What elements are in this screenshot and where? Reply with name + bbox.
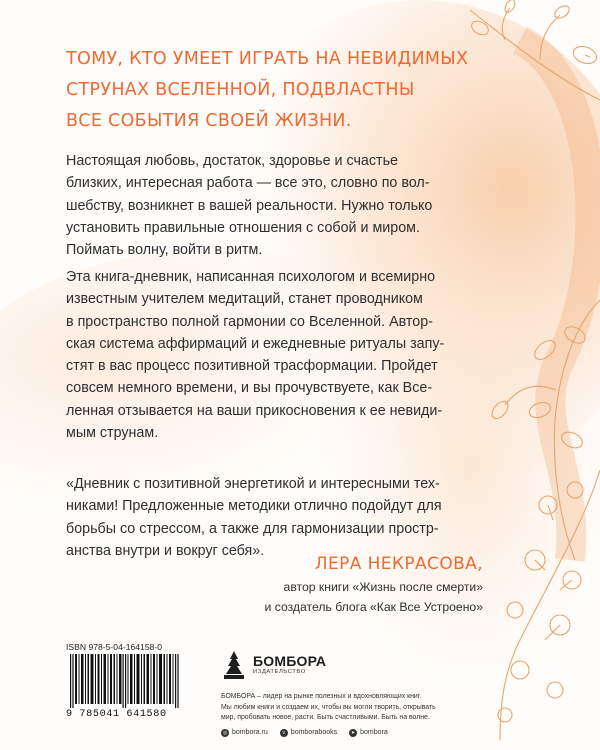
publisher-name: БОМБОРА (253, 653, 327, 670)
publisher-block (221, 648, 541, 737)
publisher-subtitle: ИЗДАТЕЛЬСТВО (253, 669, 306, 676)
barcode-image (66, 654, 184, 708)
quote-line: анства внутри и вокруг себя». (66, 542, 265, 559)
review-quote (66, 473, 458, 562)
publisher-socials (221, 729, 541, 737)
author-credential-line: и создатель блога «Как Все Устроено» (264, 600, 483, 614)
publisher-description-line: БОМБОРА – лидер на рынке полезных и вдохновляющих книг. (221, 693, 422, 700)
paragraph-line: известным учителем медитаций, станет проводником (66, 291, 423, 308)
social-link-vk[interactable] (280, 729, 337, 737)
paragraph-line: шебству, возникнет в вашей реальности. Нужно только (66, 197, 433, 214)
paragraph-line: ленная отзывается на ваши прикосновения к ее невиди- (66, 402, 443, 419)
isbn-label: ISBN 978-5-04-164158-0 (66, 642, 163, 652)
quote-line: никами! Предложенные методики отлично подойдут для (66, 498, 442, 515)
quote-line: борьбы со стрессом, а также для гармонизации простр- (66, 520, 439, 537)
publisher-description (221, 692, 541, 724)
paragraph-line: Настоящая любовь, достаток, здоровье и счастье (66, 153, 398, 169)
bombora-logo-icon (221, 649, 247, 681)
social-label: bombora.ru (232, 729, 268, 736)
social-link-site[interactable] (221, 729, 268, 737)
paragraph-line: в пространство полной гармонии со Вселенной. Автор- (66, 313, 433, 330)
paragraph-intro (66, 150, 458, 261)
publisher-description-line: мир, пробовать новое, расти. Быть счастливыми. Быть на волне. (221, 714, 430, 721)
paragraph-line: близких, интересная работа — все это, словно по вол- (66, 175, 430, 192)
quote-line: «Дневник с позитивной энергетикой и интересными тех- (66, 476, 440, 492)
paragraph-line: мым струнам. (66, 425, 159, 442)
paragraph-line: ская система аффирмаций и ежедневные ритуалы запу- (66, 335, 445, 352)
paragraph-line: совсем немного времени, и вы прочувствуете, как Все- (66, 380, 433, 397)
quote-author-credentials (265, 577, 483, 617)
headline (66, 44, 469, 137)
headline-line: СТРУНАХ ВСЕЛЕННОЙ, ПОДВЛАСТНЫ (66, 80, 415, 100)
barcode-digits: 9 785041 641580 (66, 709, 167, 720)
social-label: bomborabooks (290, 729, 338, 736)
paragraph-line: установить правильные отношения с собой и миром. (66, 219, 420, 236)
publisher-description-line: Мы любим книги и создаем их, чтобы вы могли творить, открывать (221, 703, 436, 711)
paragraph-line: Поймать волну, войти в ритм. (66, 242, 263, 259)
publisher-logo (221, 648, 541, 682)
social-label: bombora (360, 729, 388, 736)
paragraph-description (66, 266, 458, 444)
headline-line: ТОМУ, КТО УМЕЕТ ИГРАТЬ НА НЕВИДИМЫХ (66, 49, 469, 69)
headline-line: ВСЕ СОБЫТИЯ СВОЕЙ ЖИЗНИ. (66, 111, 352, 131)
quote-author-name: ЛЕРА НЕКРАСОВА, (314, 554, 483, 574)
paragraph-line: стят в вас процесс позитивной трасформации. Пройдет (66, 358, 438, 375)
instagram-icon: ◎ (222, 729, 228, 736)
social-link-telegram[interactable] (349, 729, 388, 737)
telegram-icon: ➤ (351, 729, 356, 736)
vk-icon: v (280, 729, 288, 737)
author-credential-line: автор книги «Жизнь после смерти» (283, 580, 483, 594)
paragraph-line: Эта книга-дневник, написанная психологом и всемирно (66, 269, 436, 285)
isbn-barcode-block (66, 642, 184, 720)
